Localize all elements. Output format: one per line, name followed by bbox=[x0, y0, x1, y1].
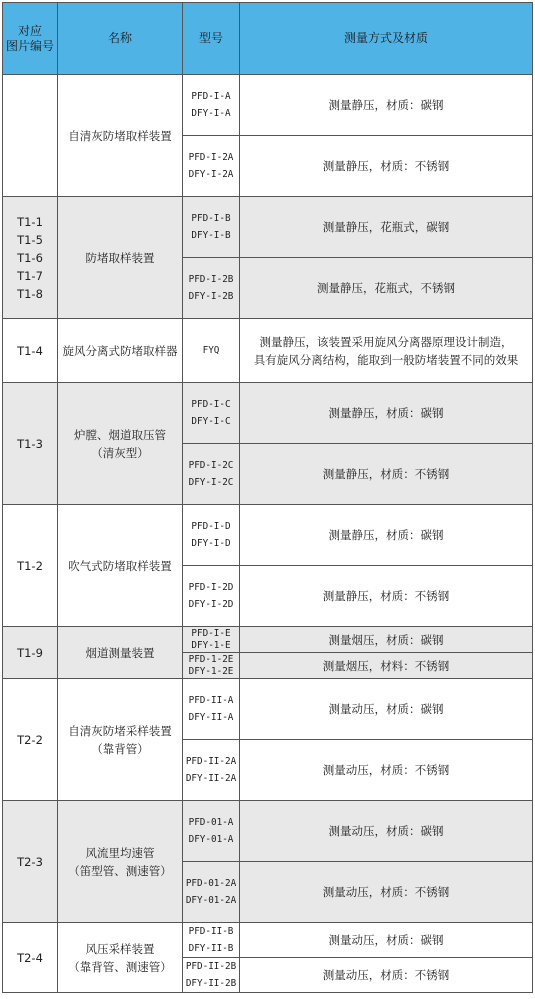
product-name: （清灰型） bbox=[91, 445, 149, 460]
product-name: （靠背管） bbox=[91, 741, 149, 756]
method-text: 测量静压，材质：不锈钢 bbox=[322, 159, 450, 173]
ref-code: T1-5 bbox=[17, 232, 43, 247]
product-name: 烟道测量装置 bbox=[85, 645, 155, 660]
method-text: 测量静压，材质：碳钢 bbox=[328, 528, 444, 542]
header-method: 测量方式及材质 bbox=[240, 3, 533, 75]
model-code: PFD-I-2C bbox=[188, 460, 234, 471]
model-code: PFD-I-2D bbox=[188, 582, 234, 593]
model-code: PFD-I-A bbox=[191, 91, 231, 102]
method-text: 测量动压，材质：不锈钢 bbox=[322, 763, 450, 777]
ref-cell bbox=[3, 679, 58, 801]
name-cell bbox=[58, 319, 183, 383]
product-name: 吹气式防堵取样装置 bbox=[68, 558, 172, 573]
model-code: DFY-I-B bbox=[191, 230, 231, 241]
model-code: PFD-I-2A bbox=[188, 152, 234, 163]
method-text: 测量动压，材质：碳钢 bbox=[328, 824, 444, 838]
name-cell bbox=[58, 627, 183, 679]
model-code: DFY-01-2A bbox=[185, 895, 237, 906]
header-model: 型号 bbox=[183, 3, 240, 75]
ref-cell bbox=[3, 197, 58, 319]
method-cell bbox=[240, 383, 533, 444]
model-cell bbox=[183, 197, 240, 258]
model-code: PFD-II-A bbox=[188, 695, 234, 706]
method-text: 测量烟压，材质：碳钢 bbox=[328, 632, 444, 647]
model-code: FYQ bbox=[202, 345, 220, 356]
ref-cell bbox=[3, 75, 58, 197]
model-code: PFD-II-2B bbox=[185, 961, 237, 972]
ref-code: T1-1 bbox=[17, 214, 43, 229]
header-row bbox=[3, 3, 533, 75]
model-code: PFD-1-2E bbox=[188, 653, 234, 665]
model-cell bbox=[183, 319, 240, 383]
model-code: PFD-I-E bbox=[191, 627, 231, 639]
header-ref-line: 图片编号 bbox=[5, 38, 54, 53]
product-name: 旋风分离式防堵取样器 bbox=[62, 343, 178, 358]
product-name: 炉膛、烟道取压管 bbox=[74, 427, 166, 442]
method-cell bbox=[240, 258, 533, 319]
model-code: DFY-1-2E bbox=[188, 665, 234, 677]
name-cell bbox=[58, 801, 183, 923]
product-name: 自清灰防堵取样装置 bbox=[68, 128, 172, 143]
model-cell bbox=[183, 740, 240, 801]
ref-cell bbox=[3, 505, 58, 627]
model-cell bbox=[183, 653, 240, 679]
model-code: DFY-01-A bbox=[188, 834, 234, 845]
model-cell bbox=[183, 383, 240, 444]
ref-code: T1-3 bbox=[17, 436, 43, 451]
method-cell bbox=[240, 653, 533, 679]
model-code: DFY-I-2C bbox=[188, 477, 234, 488]
method-cell bbox=[240, 958, 533, 993]
method-cell bbox=[240, 505, 533, 566]
model-cell bbox=[183, 136, 240, 197]
ref-code: T1-9 bbox=[17, 645, 43, 660]
method-cell bbox=[240, 923, 533, 958]
name-cell bbox=[58, 383, 183, 505]
model-cell bbox=[183, 862, 240, 923]
ref-code: T1-6 bbox=[17, 250, 43, 265]
product-name: 防堵取样装置 bbox=[85, 250, 155, 265]
ref-code: T2-4 bbox=[17, 950, 43, 965]
table-row bbox=[3, 197, 533, 258]
product-name: 风压采样装置 bbox=[85, 941, 155, 956]
table-row bbox=[3, 627, 533, 653]
name-cell bbox=[58, 923, 183, 993]
method-cell bbox=[240, 75, 533, 136]
method-text: 测量动压，材质：碳钢 bbox=[328, 933, 444, 947]
product-name: （笛型管、测速管） bbox=[68, 863, 172, 878]
model-code: DFY-I-C bbox=[191, 416, 231, 427]
table-row bbox=[3, 679, 533, 740]
ref-code: T2-3 bbox=[17, 854, 43, 869]
ref-cell bbox=[3, 319, 58, 383]
method-text: 测量静压，该装置采用旋风分离器原理设计制造， bbox=[259, 334, 513, 349]
method-cell bbox=[240, 801, 533, 862]
name-cell bbox=[58, 75, 183, 197]
method-text: 测量动压，材质：不锈钢 bbox=[322, 885, 450, 899]
method-cell bbox=[240, 862, 533, 923]
model-code: DFY-I-D bbox=[191, 538, 231, 549]
model-cell bbox=[183, 258, 240, 319]
name-cell bbox=[58, 505, 183, 627]
table-row bbox=[3, 923, 533, 958]
model-code: DFY-I-2B bbox=[188, 291, 234, 302]
header-ref bbox=[3, 3, 58, 75]
model-cell bbox=[183, 627, 240, 653]
method-text: 测量静压，材质：碳钢 bbox=[328, 98, 444, 112]
method-cell bbox=[240, 679, 533, 740]
method-cell bbox=[240, 566, 533, 627]
method-text: 测量动压，材质：碳钢 bbox=[328, 702, 444, 716]
product-name: 风流里均速管 bbox=[85, 845, 155, 860]
product-name: 自清灰防堵采样装置 bbox=[68, 723, 172, 738]
model-code: DFY-II-2A bbox=[185, 773, 237, 784]
model-code: DFY-II-A bbox=[188, 712, 234, 723]
method-text: 测量静压，花瓶式，碳钢 bbox=[322, 220, 450, 234]
header-name: 名称 bbox=[58, 3, 183, 75]
method-text: 测量动压，材质：不锈钢 bbox=[322, 968, 450, 982]
header-ref-line: 对应 bbox=[17, 23, 42, 38]
method-cell bbox=[240, 136, 533, 197]
model-code: PFD-01-A bbox=[188, 817, 234, 828]
model-code: DFY-I-A bbox=[191, 108, 231, 119]
model-cell bbox=[183, 444, 240, 505]
method-text: 测量静压，花瓶式，不锈钢 bbox=[317, 281, 455, 295]
table-row bbox=[3, 505, 533, 566]
model-code: PFD-II-B bbox=[188, 926, 234, 937]
model-code: PFD-I-B bbox=[191, 213, 231, 224]
model-cell bbox=[183, 801, 240, 862]
name-cell bbox=[58, 679, 183, 801]
ref-code: T1-2 bbox=[17, 558, 43, 573]
table-row bbox=[3, 383, 533, 444]
model-code: PFD-01-2A bbox=[185, 878, 237, 889]
product-name: （靠背管、测速管） bbox=[68, 959, 172, 974]
method-cell bbox=[240, 197, 533, 258]
table-row bbox=[3, 319, 533, 383]
model-code: PFD-I-C bbox=[191, 399, 231, 410]
table-row bbox=[3, 801, 533, 862]
model-code: PFD-II-2A bbox=[185, 756, 237, 767]
product-table bbox=[2, 2, 533, 993]
ref-cell bbox=[3, 923, 58, 993]
model-code: DFY-II-2B bbox=[185, 978, 237, 989]
ref-code: T2-2 bbox=[17, 732, 43, 747]
table-body bbox=[3, 75, 533, 993]
model-cell bbox=[183, 75, 240, 136]
ref-code: T1-4 bbox=[17, 343, 43, 358]
model-cell bbox=[183, 505, 240, 566]
method-text: 具有旋风分离结构，能取到一般防堵装置不同的效果 bbox=[253, 352, 519, 367]
method-cell bbox=[240, 740, 533, 801]
model-code: DFY-I-2A bbox=[188, 169, 234, 180]
model-code: DFY-1-E bbox=[191, 639, 231, 651]
model-cell bbox=[183, 566, 240, 627]
model-cell bbox=[183, 923, 240, 958]
method-text: 测量静压，材质：碳钢 bbox=[328, 406, 444, 420]
method-text: 测量烟压，材料：不锈钢 bbox=[322, 658, 450, 673]
method-cell bbox=[240, 319, 533, 383]
model-code: PFD-I-D bbox=[191, 521, 231, 532]
method-text: 测量静压，材质：不锈钢 bbox=[322, 589, 450, 603]
name-cell bbox=[58, 197, 183, 319]
ref-cell bbox=[3, 383, 58, 505]
model-code: DFY-II-B bbox=[188, 943, 234, 954]
ref-code: T1-8 bbox=[17, 286, 43, 301]
model-code: PFD-I-2B bbox=[188, 274, 234, 285]
method-text: 测量静压，材质：不锈钢 bbox=[322, 467, 450, 481]
model-code: DFY-I-2D bbox=[188, 599, 234, 610]
method-cell bbox=[240, 444, 533, 505]
table-row bbox=[3, 75, 533, 136]
model-cell bbox=[183, 679, 240, 740]
ref-cell bbox=[3, 801, 58, 923]
model-cell bbox=[183, 958, 240, 993]
ref-code: T1-7 bbox=[17, 268, 43, 283]
method-cell bbox=[240, 627, 533, 653]
ref-cell bbox=[3, 627, 58, 679]
